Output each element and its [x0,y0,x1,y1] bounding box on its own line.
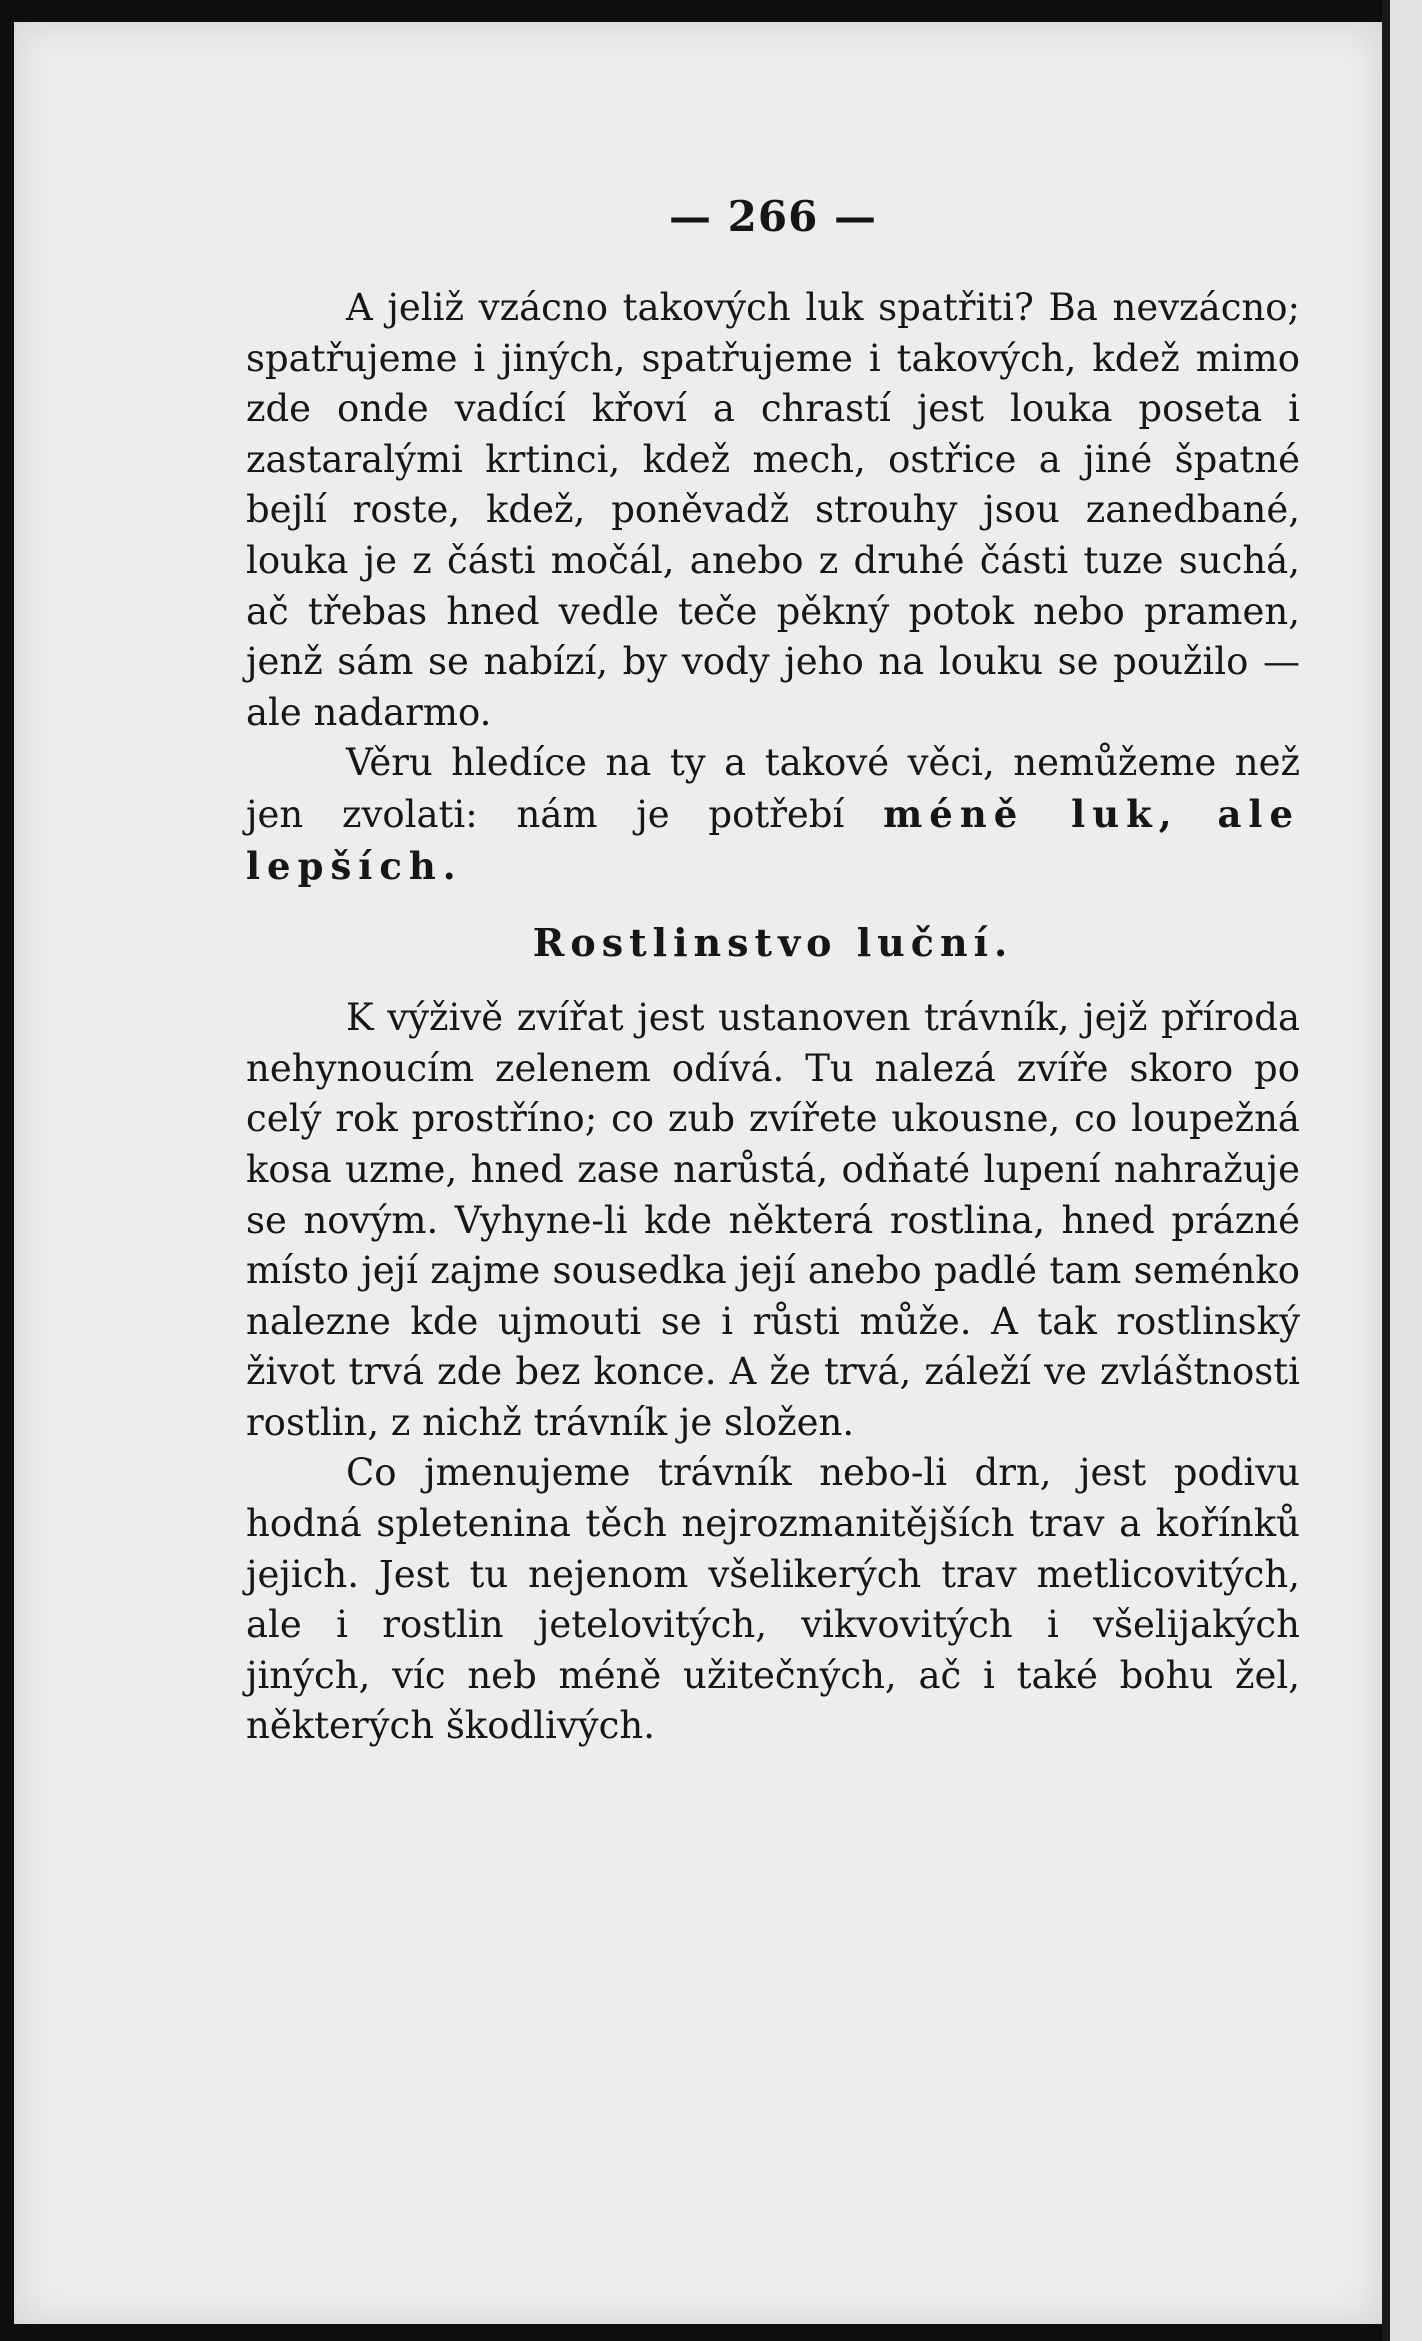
next-page-edge [1390,0,1422,2341]
paragraph-2-text: Věru hledíce na ty a takové věci, nemůžeme než jen zvolati: nám je potřebí [246,741,1300,836]
paragraph-4: Co jmenujeme trávník nebo-li drn, jest podivu hodná spletenina těch nejrozmanitějších trav a kořínků jejich. Jest tu nejenom všelikerých trav metlicovitých, ale i rostlin jetelovitých, vikvovitých i všelijakých jiných, víc neb méně užitečných, ač i také bohu žel, některých škodlivých. [246,1451,1300,1748]
emphasis-better-ones: ale lepších. [246,791,1301,888]
book-page [14,22,1382,2324]
page-text [246,187,1300,1752]
paragraph-1: A jeliž vzácno takových luk spatřiti? Ba nevzácno; spatřujeme i jiných, spatřujeme i takových, kdež mimo zde onde vadící křoví a chrastí jest louka poseta i zastaralými krtinci, kdež mech, ostřice a jiné špatné bejlí roste, kdež, poněvadž strouhy jsou zanedbané, louka je z části močál, anebo z druhé části tuze suchá, ač třebas hned vedle teče pěkný potok nebo pramen, jenž sám se nabízí, by vody jeho na louku se použilo — ale nadarmo. [246,286,1300,734]
page-edge-shadow [1382,0,1390,2341]
paragraph-2 [246,738,1300,892]
page-number: — 266 — [669,192,877,241]
paragraph-3: K výživě zvířat jest ustanoven trávník, jejž příroda nehynoucím zelenem odívá. Tu nalezá zvíře skoro po celý rok prostříno; co zub zvířete ukousne, co loupežná kosa uzme, hned zase narůstá, odňaté lupení nahražuje se novým. Vyhyne-li kde některá rostlina, hned prázné místo její zajme sousedka její anebo padlé tam seménko nalezne kde ujmouti se i růsti může. A tak rostlinský život trvá zde bez konce. A že trvá, záleží ve zvláštnosti rostlin, z nichž trávník je složen. [246,996,1300,1444]
emphasis-fewer-meadows: méně luk, [883,791,1179,836]
section-title: Rostlinstvo luční. [532,920,1014,966]
